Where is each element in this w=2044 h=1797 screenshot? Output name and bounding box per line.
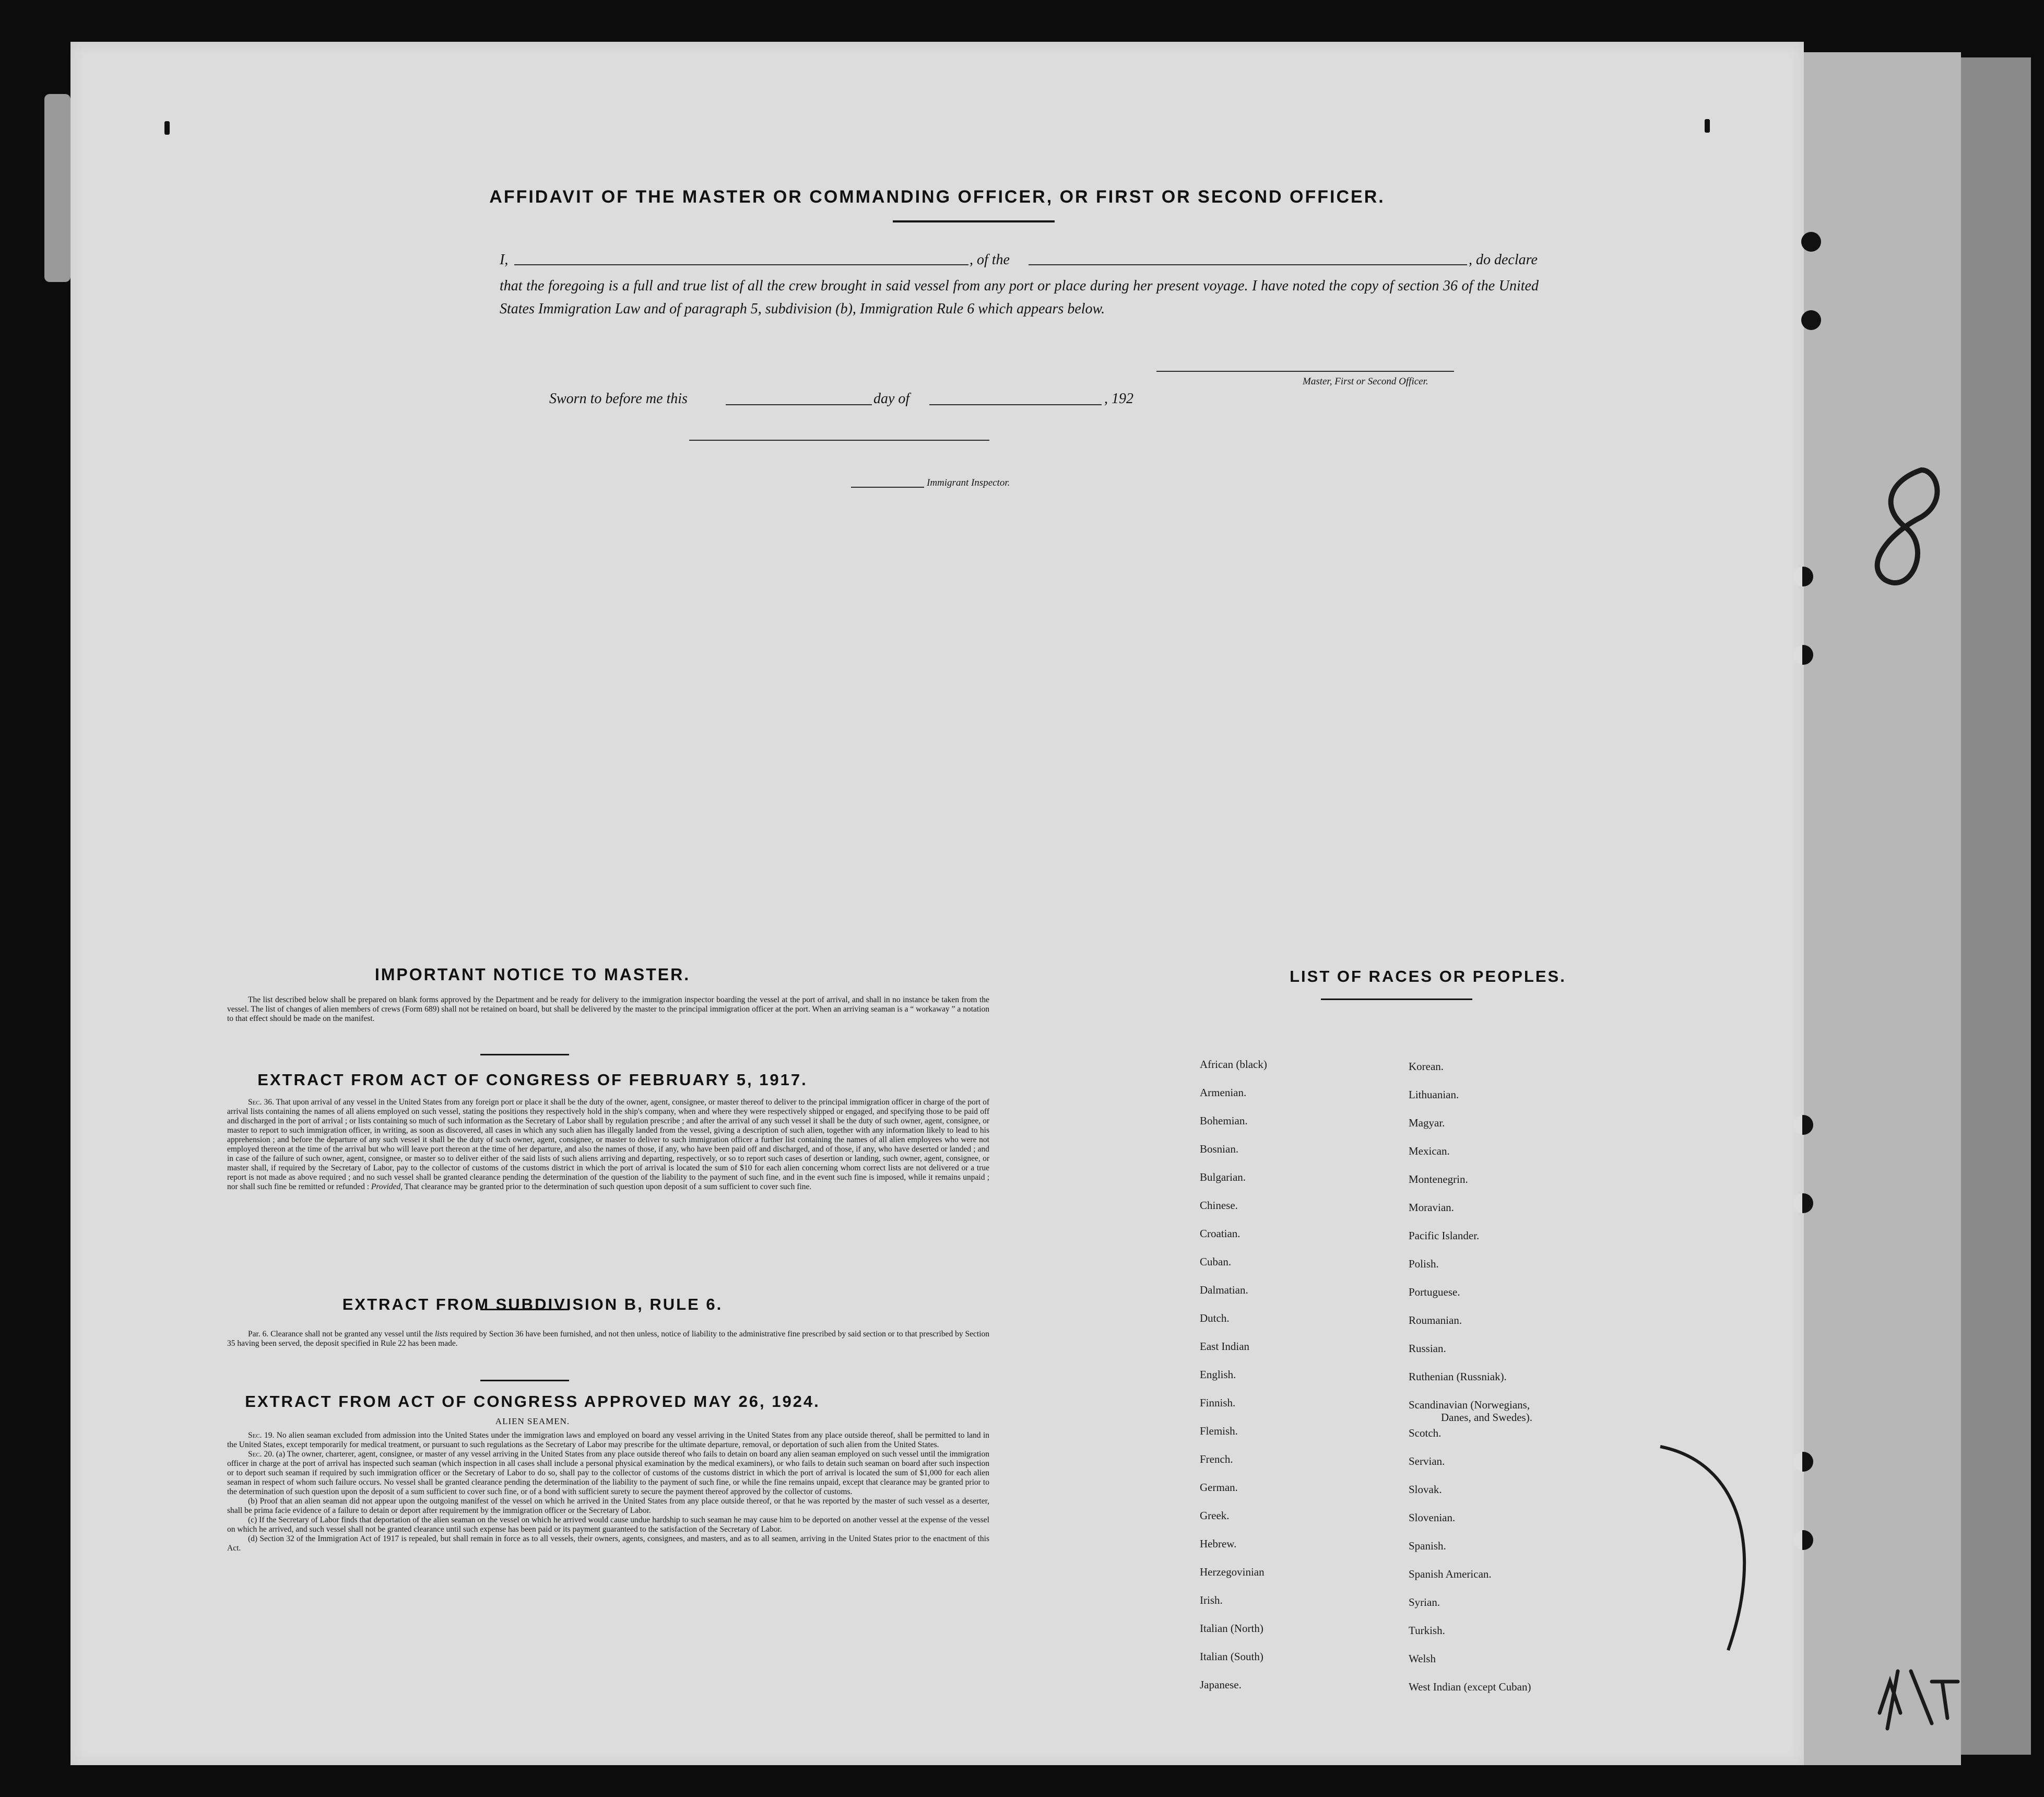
race-item-left: Italian (North) <box>1200 1622 1263 1635</box>
proviso-text: That clearance may be granted prior to the determination of such question upon deposit of a sum sufficient to cover such fine. <box>404 1182 812 1191</box>
race-item-left: Dutch. <box>1200 1312 1230 1324</box>
sec-36-text: That upon arrival of any vessel in the United States from any foreign port or place it shall be the duty of the owner, agent, consignee, or master thereof to deliver to the principal immigration officer in charge of the port of arrival lists containing the names of all aliens employed on such vessel, stating the positions they respectively hold in the ship's company, when and where they were respectively shipped or engaged, and specifying those to be paid off and discharged in the port of arrival ; or lists containing so much of such information as the Secretary of Labor shall by regulation prescribe ; and after the arrival of any such vessel it shall be the duty of such owner, agent, consignee, or master to report to such immigration officer, in writing, as soon as discovered, all cases in which any such alien has illegally landed from the vessel, giving a description of such alien, together with any information likely to lead to his apprehension ; and before the departure of any such vessel it shall be the duty of such owner, agent, consignee, or master to deliver to such immigration officer a further list containing the names of all alien employees who were not employed thereon at the time of the arrival but who will leave port thereon at the time of her departure, and also the names of those, if any, who have been paid off and discharged, and of those, if any, who have deserted or landed ; and in case of the failure of such owner, agent, consignee, or master so to deliver either of the said lists of such aliens arriving and departing, respectively, or so to report such cases of desertion or landing, such owner, agent, consignee, or master shall, if required by the Secretary of Labor, pay to the collector of customs of the customs district in which the port of arrival is located the sum of $10 for each alien concerning whom correct lists are not delivered or a true report is not made as above required ; and no such vessel shall be granted clearance pending the determination of the question of the liability to the payment of such fine, and in the event such fine is imposed, while it remains unpaid ; nor shall such fine be remitted or refunded : <box>227 1098 989 1191</box>
race-item-right: Lithuanian. <box>1409 1088 1459 1101</box>
race-item-right: West Indian (except Cuban) <box>1409 1681 1531 1693</box>
extract-rule6-title: EXTRACT FROM SUBDIVISION B, RULE 6. <box>342 1295 723 1313</box>
race-item-left: Bulgarian. <box>1200 1171 1246 1183</box>
sec-20c-text: (c) If the Secretary of Labor finds that deportation of the alien seaman on the vessel on which he arrived would cause undue hardship to such seaman he may cause him to be deported on another vessel at the expense of the vessel on which he arrived, and such vessel shall not be granted clearance until such expense has been paid or its payment guaranteed to the satisfaction of the Secretary of Labor. <box>227 1516 989 1534</box>
punch-hole <box>1801 232 1821 252</box>
sec-19-label: Sec. 19. <box>248 1431 275 1440</box>
sec-20-label: Sec. 20. <box>248 1450 274 1459</box>
race-item-right: Turkish. <box>1409 1624 1445 1637</box>
sworn-month-line[interactable] <box>929 404 1102 405</box>
vessel-of-label: , of the <box>970 252 1010 268</box>
punch-hole <box>1793 1115 1813 1135</box>
race-item-left: Bosnian. <box>1200 1143 1239 1155</box>
race-item-left: German. <box>1200 1481 1238 1494</box>
declare-label: , do declare <box>1469 252 1538 268</box>
race-item-left: Greek. <box>1200 1509 1230 1522</box>
race-item-right: Slovenian. <box>1409 1511 1456 1524</box>
race-item-left: Cuban. <box>1200 1255 1232 1268</box>
race-item-left: East Indian <box>1200 1340 1250 1353</box>
race-item-left: Dalmatian. <box>1200 1284 1248 1296</box>
declarant-prefix: I, <box>500 252 509 268</box>
punch-hole <box>1801 310 1821 330</box>
rule6-text-pre: Par. 6. Clearance shall not be granted any vessel until the <box>248 1330 433 1338</box>
race-item-left: English. <box>1200 1368 1236 1381</box>
binder-tab <box>44 94 70 282</box>
sworn-year-label: , 192 <box>1104 391 1133 407</box>
race-item-left: Bohemian. <box>1200 1114 1248 1127</box>
sworn-day-label: day of <box>873 391 910 407</box>
binder-mark <box>1705 119 1710 133</box>
extract-1924-body <box>227 1431 989 1553</box>
inspector-label: Immigrant Inspector. <box>927 477 1010 488</box>
sec-20a-text: (a) The owner, charterer, agent, consignee, or master of any vessel arriving in the United States from any place outside thereof who fails to detain on board any alien seaman employed on such vessel until the immigration officer in charge at the port of arrival has inspected such seaman (which inspection in all cases shall include a personal physical examination by the medical examiners), or who fails to detain such seaman on board after such inspection or to deport such seaman if required by such immigration officer or the Secretary of Labor to do so, shall pay to the collector of customs of the customs district in which the port of arrival is located the sum of $1,000 for each alien seaman in respect of whom such failure occurs. No vessel shall be granted clearance pending the determination of the liability to the payment of such fine, or while the fine remains unpaid, except that clearance may be granted prior to the determination of such question upon the deposit of a sum sufficient to cover such fine, or of a bond with sufficient surety to secure the payment thereof approved by the collector of customs. <box>227 1450 989 1496</box>
race-item-right: Spanish American. <box>1409 1568 1492 1580</box>
race-item-right: Mexican. <box>1409 1145 1450 1157</box>
race-item-left: Finnish. <box>1200 1396 1236 1409</box>
officer-signature-line[interactable] <box>689 440 989 441</box>
race-item-left: Japanese. <box>1200 1678 1242 1691</box>
race-item-left: Croatian. <box>1200 1227 1240 1240</box>
extract-1924-title: EXTRACT FROM ACT OF CONGRESS APPROVED MAY 26, 1924. <box>245 1392 820 1411</box>
race-item-left: Flemish. <box>1200 1425 1238 1437</box>
race-item-right: Scandinavian (Norwegians, <box>1409 1399 1530 1411</box>
punch-hole <box>1793 645 1813 665</box>
handwritten-number <box>1859 460 1953 616</box>
notice-title: IMPORTANT NOTICE TO MASTER. <box>374 965 691 984</box>
race-item-left: Irish. <box>1200 1594 1223 1606</box>
sec-20d-text: (d) Section 32 of the Immigration Act of 1917 is repealed, but shall remain in force as to all vessels, their owners, agents, consignees, and masters, and as to all seamen, arriving in the United States prior to the enactment of this Act. <box>227 1534 989 1553</box>
race-item-right: Scotch. <box>1409 1427 1442 1439</box>
race-item-right: Portuguese. <box>1409 1286 1460 1298</box>
signature-label: Master, First or Second Officer. <box>1303 376 1428 387</box>
punch-hole <box>1793 1530 1813 1550</box>
affidavit-body: that the foregoing is a full and true list of all the crew brought in said vessel from any port or place during her present voyage. I have noted the copy of section 36 of the United States Immigration Law and of paragraph 5, subdivision (b), Immigration Rule 6 which appears below. <box>500 278 1539 317</box>
sworn-prefix: Sworn to before me this <box>549 391 688 407</box>
affidavit-title: AFFIDAVIT OF THE MASTER OR COMMANDING OFFICER, OR FIRST OR SECOND OFFICER. <box>489 187 1385 207</box>
race-item-left: Italian (South) <box>1200 1650 1263 1663</box>
race-item-right: Pacific Islander. <box>1409 1229 1480 1242</box>
rule6-lists: lists <box>434 1330 448 1338</box>
notice-text: The list described below shall be prepared on blank forms approved by the Department and be ready for delivery to the immigration inspector boarding the vessel at the port of arrival, and shall in no instance be taken from the vessel. The list of changes of alien members of crews (Form 689) shall not be retained on board, but shall be delivered by the master to the principal immigration officer at the port. When an arriving seaman is a “ workaway ” a notation to that effect should be made on the manifest. <box>227 995 989 1023</box>
notice-body <box>227 995 989 1024</box>
race-item-right: Servian. <box>1409 1455 1445 1467</box>
section-rule <box>480 1380 569 1381</box>
race-item-left: French. <box>1200 1453 1233 1465</box>
sec-19-text: No alien seaman excluded from admission into the United States under the immigration laws and employed on board any vessel arriving in the United States from any place outside thereof, shall be permitted to land in the United States, except temporarily for medical treatment, or pursuant to such regulations as the Secretary of Labor may prescribe for the ultimate departure, removal, or deportation of such alien from the United States. <box>227 1431 990 1449</box>
race-item-right: Russian. <box>1409 1342 1446 1355</box>
section-rule <box>480 1054 569 1055</box>
races-title: LIST OF RACES OR PEOPLES. <box>1290 967 1566 985</box>
race-item-left: Herzegovinian <box>1200 1566 1265 1578</box>
binder-mark <box>164 121 170 135</box>
title-rule <box>893 220 1055 222</box>
race-item-right: Montenegrin. <box>1409 1173 1468 1185</box>
punch-hole <box>1793 567 1813 586</box>
race-item-left: Hebrew. <box>1200 1537 1237 1550</box>
manifest-page <box>70 42 1804 1765</box>
sec-20b-text: (b) Proof that an alien seaman did not appear upon the outgoing manifest of the vessel on which he arrived in the United States from any place outside thereof, or that he was reported by the master of such vessel as a deserter, shall be prima facie evidence of a failure to detain or deport after requirement by the immigration officer or the Secretary of Labor. <box>227 1497 989 1515</box>
declarant-name-line[interactable] <box>514 264 968 265</box>
extract-1917-body <box>227 1098 989 1192</box>
punch-hole <box>1793 1193 1813 1213</box>
race-item-left: Chinese. <box>1200 1199 1238 1212</box>
race-item-right: Korean. <box>1409 1060 1444 1073</box>
race-item-right: Polish. <box>1409 1258 1439 1270</box>
handwritten-arc <box>1655 1441 1770 1661</box>
race-item-right: Welsh <box>1409 1652 1436 1665</box>
inspector-signature-line[interactable] <box>851 487 924 488</box>
extract-1917-title: EXTRACT FROM ACT OF CONGRESS OF FEBRUARY 5, 1917. <box>257 1071 808 1089</box>
race-item-left: Armenian. <box>1200 1086 1247 1099</box>
signature-line[interactable] <box>1156 371 1454 372</box>
race-item-right: Spanish. <box>1409 1540 1446 1552</box>
race-item-right: Danes, and Swedes). <box>1441 1411 1532 1424</box>
proviso-label: Provided, <box>371 1182 403 1191</box>
race-item-right: Roumanian. <box>1409 1314 1462 1326</box>
vessel-name-line[interactable] <box>1029 264 1467 265</box>
races-rule <box>1321 999 1472 1000</box>
punch-hole <box>1793 1452 1813 1472</box>
rule6-text-post: required by Section 36 have been furnished, and not then unless, notice of liability to the administrative fine prescribed by said section or to that prescribed by Section 35 having been served, the deposit specified in Rule 22 has been made. <box>227 1330 990 1348</box>
race-item-left: African (black) <box>1200 1058 1267 1071</box>
race-item-right: Ruthenian (Russniak). <box>1409 1370 1507 1383</box>
sec-36-label: Sec. 36. <box>248 1098 274 1107</box>
handwritten-notation <box>1869 1661 1963 1734</box>
race-item-right: Magyar. <box>1409 1117 1445 1129</box>
race-item-right: Moravian. <box>1409 1201 1454 1214</box>
sworn-day-line[interactable] <box>726 404 872 405</box>
alien-seamen-subtitle: ALIEN SEAMEN. <box>495 1416 570 1426</box>
extract-rule6-body <box>227 1330 989 1348</box>
race-item-right: Slovak. <box>1409 1483 1442 1496</box>
race-item-right: Syrian. <box>1409 1596 1440 1608</box>
